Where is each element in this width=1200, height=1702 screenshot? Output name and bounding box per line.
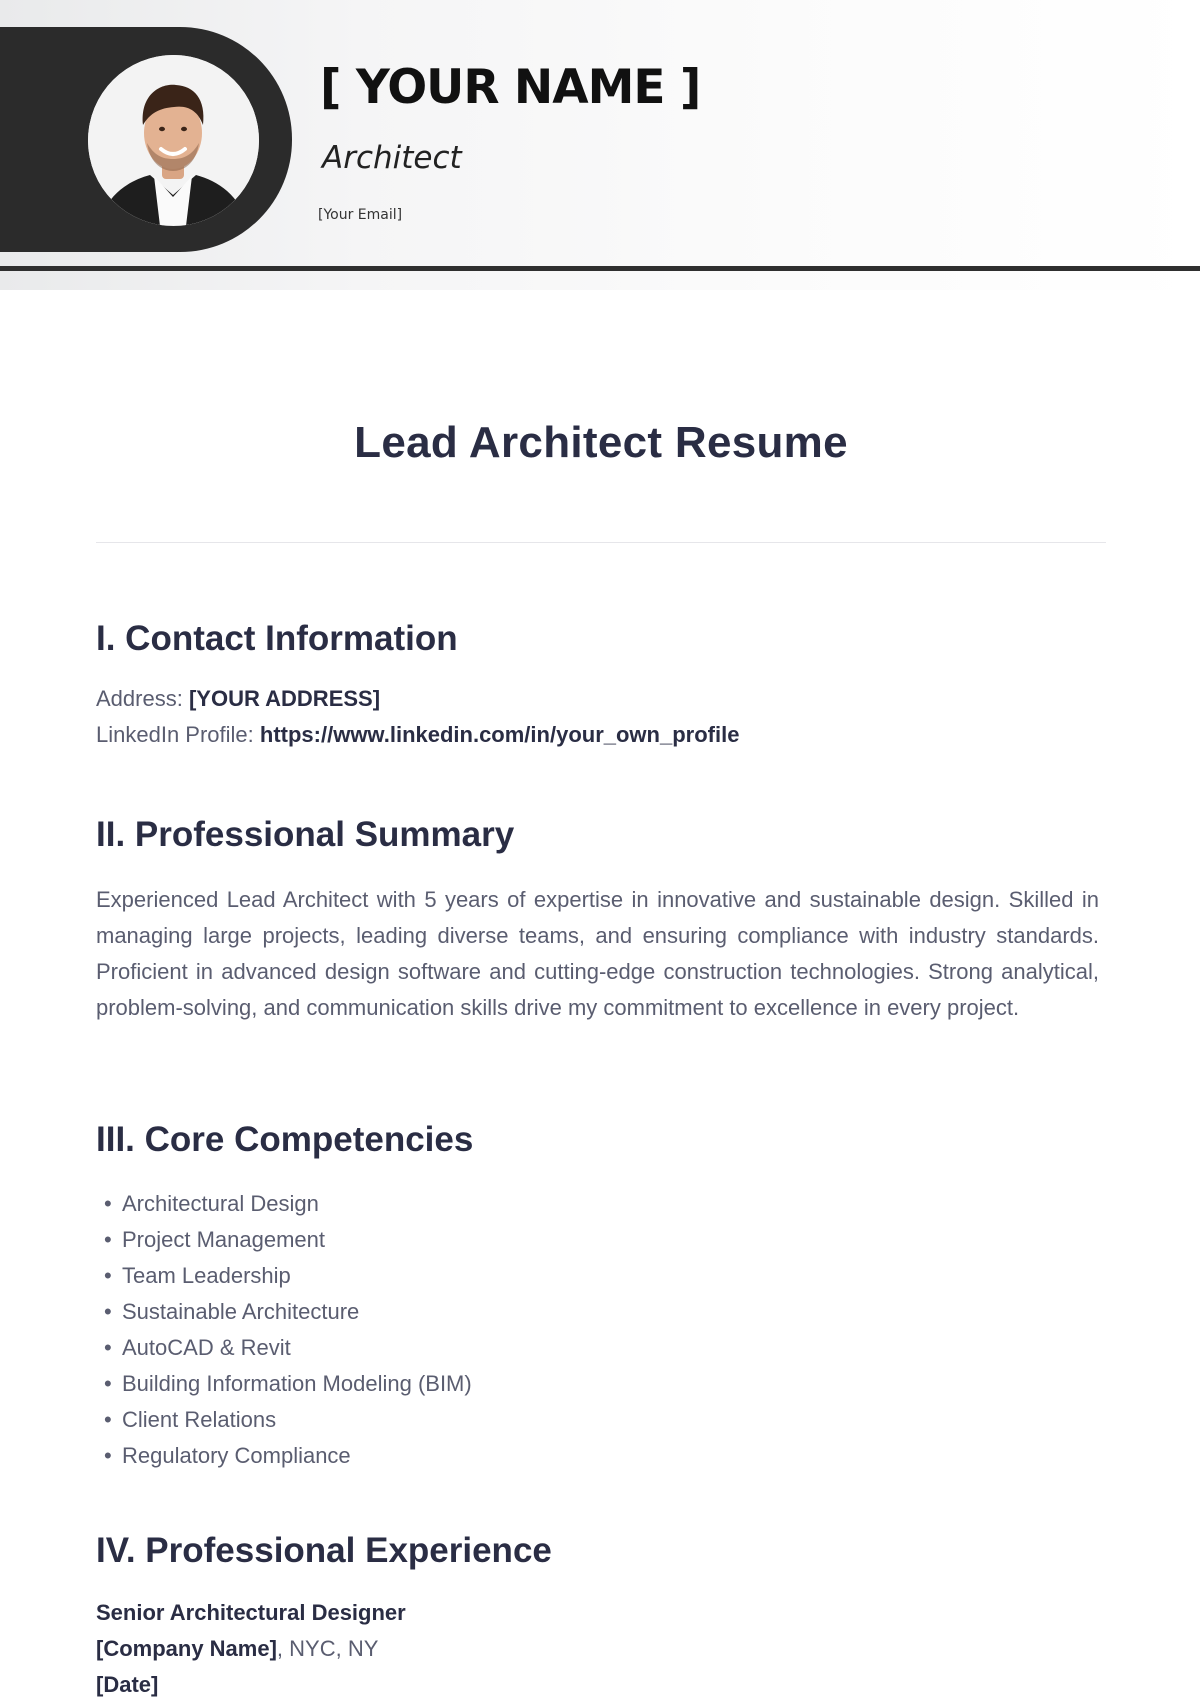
- company-name: [Company Name]: [96, 1636, 277, 1661]
- linkedin-line: [96, 722, 739, 748]
- address-label: Address:: [96, 686, 183, 711]
- linkedin-label: LinkedIn Profile:: [96, 722, 254, 747]
- list-item: • Regulatory Compliance: [104, 1443, 351, 1468]
- address-line: [96, 686, 380, 712]
- list-item: • Team Leadership: [104, 1263, 291, 1288]
- resume-header: [0, 0, 1200, 290]
- competencies-heading: III. Core Competencies: [96, 1120, 474, 1159]
- list-item: • Building Information Modeling (BIM): [104, 1371, 472, 1396]
- list-item: • Client Relations: [104, 1407, 277, 1432]
- linkedin-link[interactable]: https://www.linkedin.com/in/your_own_profile: [259, 722, 740, 747]
- candidate-role: Architect: [322, 140, 462, 176]
- profile-photo: [88, 55, 259, 226]
- list-item: • AutoCAD & Revit: [104, 1335, 291, 1360]
- title-divider: [96, 542, 1106, 543]
- candidate-name: [ YOUR NAME ]: [320, 60, 701, 115]
- company-location: , NYC, NY: [276, 1636, 379, 1661]
- address-value: [YOUR ADDRESS]: [188, 686, 381, 711]
- summary-text: Experienced Lead Architect with 5 years of expertise in innovative and sustainable design. Skilled in managing large projects, leading diverse teams, and ensuring compliance with industry standards. Proficient in advanced design software and cutting-edge construction technologies. Strong analytical, problem-solving, and communication skills drive my commitment to excellence in every project.: [96, 887, 1099, 1020]
- list-item: • Project Management: [104, 1227, 325, 1252]
- person-portrait-icon: [88, 55, 259, 226]
- job-date: [Date]: [96, 1672, 159, 1697]
- header-divider: [0, 266, 1200, 271]
- list-item: • Architectural Design: [104, 1191, 319, 1216]
- candidate-email: [Your Email]: [318, 207, 403, 223]
- contact-heading: I. Contact Information: [96, 619, 458, 658]
- job-title: Senior Architectural Designer: [96, 1600, 406, 1625]
- list-item: • Sustainable Architecture: [104, 1299, 360, 1324]
- experience-heading: IV. Professional Experience: [96, 1531, 552, 1570]
- page-title: Lead Architect Resume: [354, 418, 848, 467]
- summary-heading: II. Professional Summary: [96, 815, 515, 854]
- company-line: [96, 1636, 378, 1662]
- competencies-list: [96, 1186, 472, 1474]
